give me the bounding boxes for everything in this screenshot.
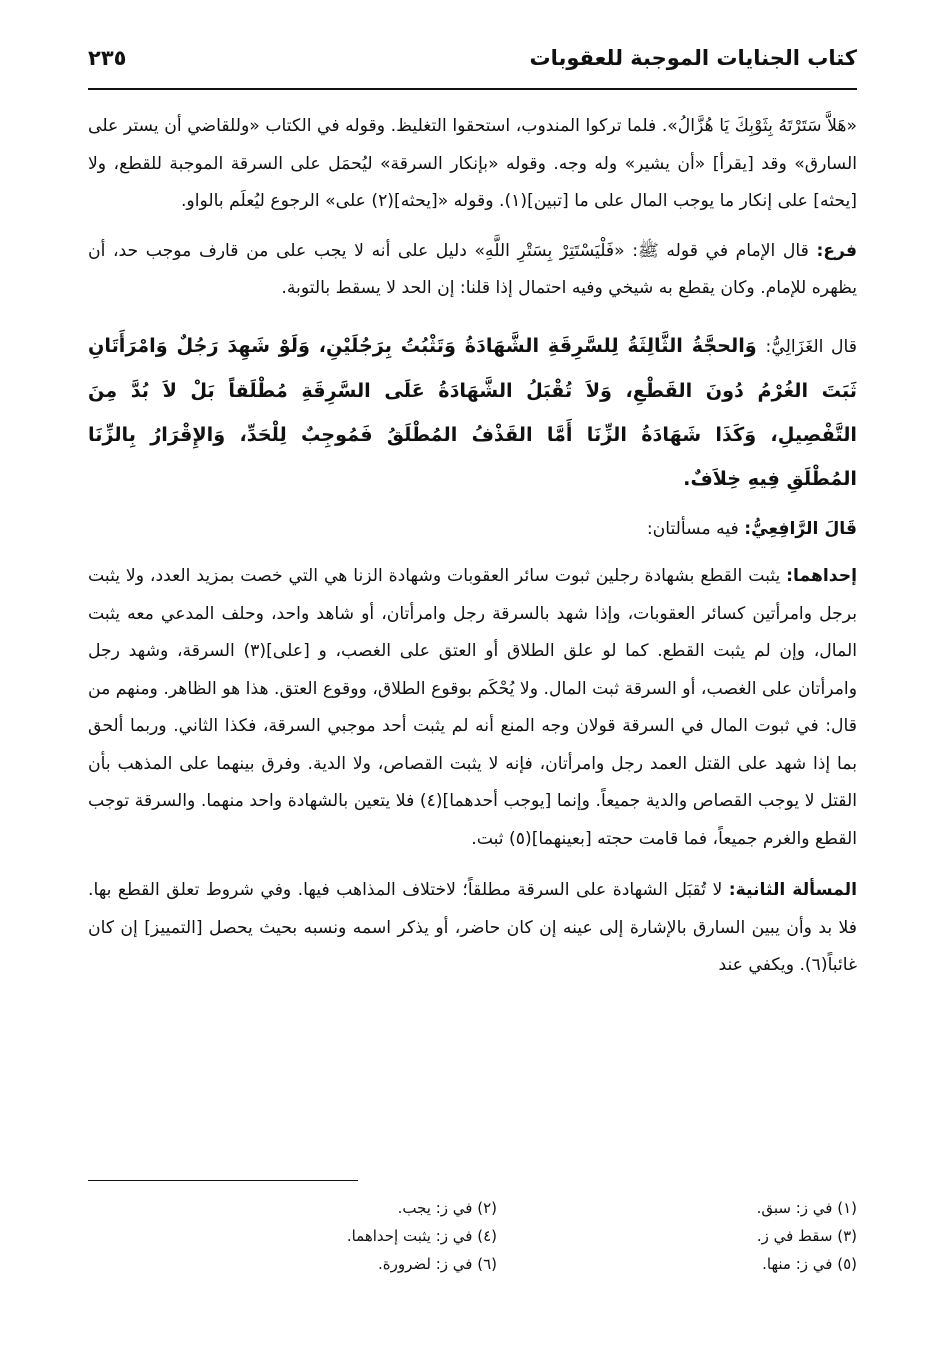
issue-two-label: المسألة الثانية:: [728, 880, 857, 900]
footnote-5: (٥) في ز: منها.: [762, 1255, 857, 1273]
issue-one-label: إحداهما:: [786, 566, 857, 586]
main-text: [88, 108, 857, 985]
ghazali-matn: وَالحجَّةُ الثَّالِثَةُ لِلسَّرِقَةِ الشَّهَادَةُ وَتَثْبُتُ بِرَجُلَيْنِ، وَلَوْ شَهِدَ رَجُلٌ وَامْرَأَتَانِ ثَبَتَ الغُرْمُ دُونَ القَطْعِ، وَلاَ تُقْبَلُ الشَّهَادَةُ عَلَى السَّرِقَةِ مُطْلَقاً بَلْ لاَ بُدَّ مِنَ التَّفْصِيلِ، وَكَذَا شَهَادَةُ الزِّنَا أَمَّا القَذْفُ المُطْلَقُ فَمُوجِبٌ لِلْحَدِّ، وَالإِقْرَارُ بِالزِّنَا المُطْلَقِ فِيهِ خِلاَفٌ.: [88, 333, 857, 490]
footnote-4: (٤) في ز: يثبت إحداهما.: [346, 1227, 497, 1245]
footnote-rule: [88, 1180, 358, 1181]
rafii-label: قَالَ الرَّافِعِيُّ:: [744, 518, 857, 539]
paragraph-far: [88, 233, 857, 308]
paragraph-rafii: [88, 511, 857, 549]
rafii-text: فيه مسألتان:: [646, 518, 745, 539]
footnote-3: (٣) سقط في ز.: [756, 1227, 857, 1245]
footnote-6: (٦) في ز: لضرورة.: [377, 1255, 497, 1273]
paragraph-issue-one: [88, 558, 857, 858]
running-title: كتاب الجنايات الموجبة للعقوبات: [529, 46, 857, 70]
page-number: ٢٣٥: [88, 46, 127, 70]
ghazali-label: قال الغَزَالِيُّ:: [765, 336, 857, 357]
paragraph-issue-two: [88, 872, 857, 985]
footnote-1: (١) في ز: سبق.: [756, 1199, 857, 1217]
far-text: قال الإمام في قوله ﷺ: «فَلْيَسْتَتِرْ بِسَتْرِ اللَّهِ» دليل على أنه لا يجب على من قارف موجب حد، أن يظهره للإمام. وكان يقطع به شيخي وفيه احتمال إذا قلنا: إن الحد لا يسقط بالتوبة.: [88, 240, 857, 298]
paragraph-ghazali: [88, 324, 857, 501]
issue-two-text: لا تُقبَل الشهادة على السرقة مطلقاً؛ لاختلاف المذاهب فيها. وفي شروط تعلق القطع بها. فلا بد وأن يبين السارق بالإشارة إلى عينه إن كان حاضر، أو يذكر اسمه ونسبه بحيث يحصل [التمييز] إن كان غائباً(٦). ويكفي عند: [88, 880, 857, 975]
far-label: فرع:: [816, 240, 857, 261]
issue-one-text: يثبت القطع بشهادة رجلين ثبوت سائر العقوبات وشهادة الزنا هي التي خصت بمزيد العدد، ولا يثبت برجل وامرأتين كسائر العقوبات، وإذا شهد بالسرقة رجل وامرأتان، أو شاهد واحد، وحلف المدعي معه يثبت المال، وإن لم يثبت القطع. كما لو علق الطلاق أو العتق على الغصب، و [على](٣) السرقة، وشهد رجل وامرأتان على الغصب، أو السرقة ثبت المال. ولا يُحْكَم بوقوع الطلاق، ووقوع العتق. هذا هو الظاهر. ومنهم من قال: في ثبوت المال في السرقة قولان وجه المنع أنه لم يثبت أحد موجبي السرقة، فكذا الثاني. وربما ألحق بما إذا شهد على القتل العمد رجل وامرأتان، فإنه لا يثبت القصاص، ولا الدية. وفرق بينهما على المذهب بأن القتل لا يوجب القصاص والدية جميعاً. وإنما [يوجب أحدهما](٤) فلا يتعين بالشهادة واحد منهما. والسرقة توجب القطع والغرم جميعاً، فما قامت حجته [بعينهما](٥) ثبت.: [88, 566, 857, 849]
paragraph-commentary: «هَلاَّ سَتَرْتَهُ بِثَوْبِكَ يَا هُزَّالُ». فلما تركوا المندوب، استحقوا التغليظ. وقوله في الكتاب «وللقاضي أن يستر على السارق» وقد [يقرأ] «أن يشير» وله وجه. وقوله «بإنكار السرقة» ليُحمَل على السرقة الموجبة للقطع، ولا [يحثه] على إنكار ما يوجب المال على ما [تبين](١). وقوله «[يحثه](٢) على» الرجوع ليُعلَم بالواو.: [88, 116, 857, 211]
footnote-2: (٢) في ز: يجب.: [397, 1199, 497, 1217]
header-rule: [88, 88, 857, 90]
running-header: [88, 46, 857, 84]
